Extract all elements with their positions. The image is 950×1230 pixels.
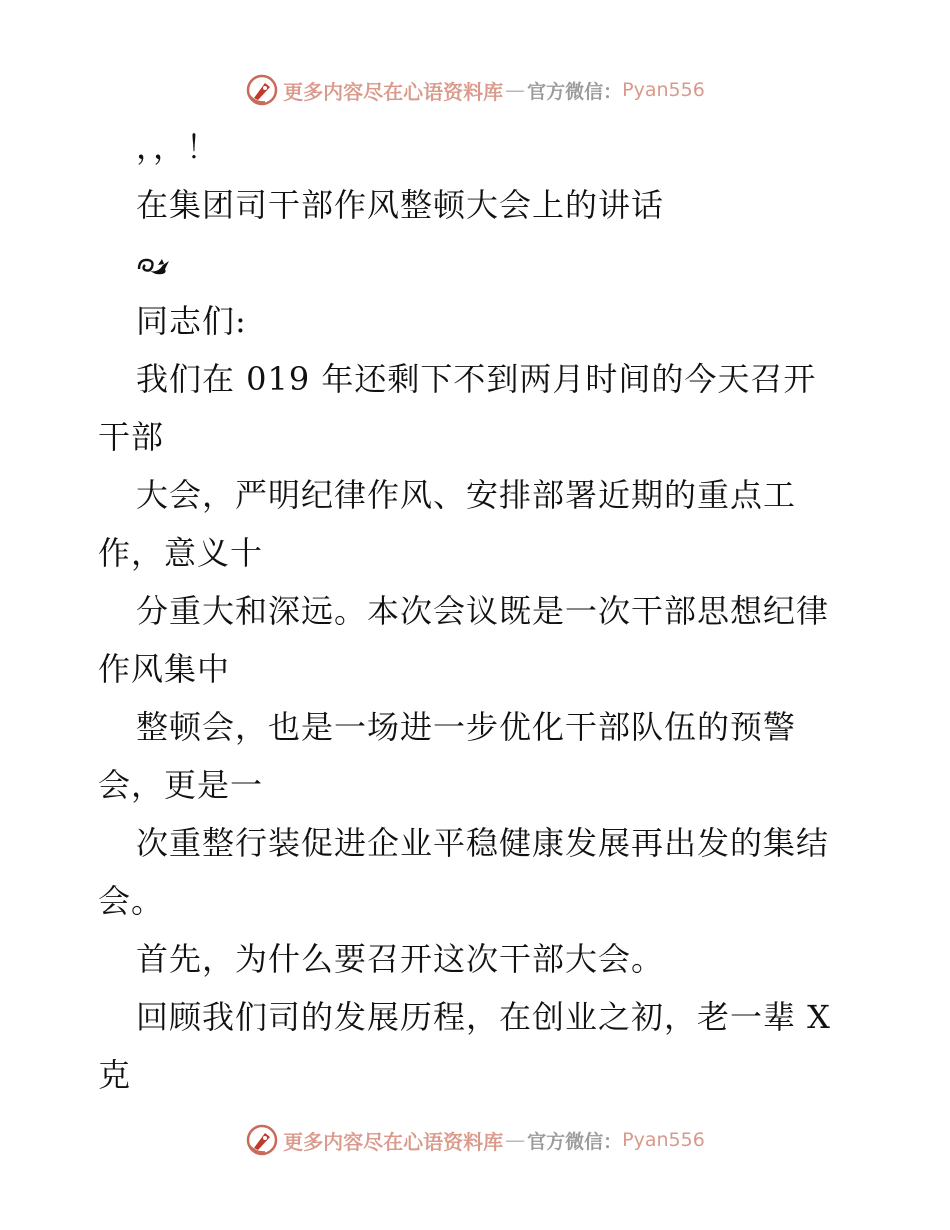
paragraph-lines xyxy=(98,350,858,1104)
text-line: 回顾我们司的发展历程，在创业之初，老一辈 X xyxy=(136,998,831,1036)
watermark-site-text: 更多内容尽在心语资料库 xyxy=(283,1129,504,1154)
text-line: 干部 xyxy=(98,418,165,456)
fleuron-ornament-icon xyxy=(136,251,172,281)
text-line: 会。 xyxy=(98,882,165,920)
punctuation-line: ，，！ xyxy=(136,128,220,166)
watermark-wechat-label: 官方微信： xyxy=(527,1130,623,1153)
text-line: 作，意义十 xyxy=(98,534,264,572)
text-line: 首先，为什么要召开这次干部大会。 xyxy=(136,940,665,978)
header-watermark xyxy=(0,70,950,110)
watermark-wechat-id: Pyan556 xyxy=(622,79,705,101)
watermark-dash: — xyxy=(505,78,526,102)
document-body xyxy=(98,118,858,1104)
greeting: 同志们: xyxy=(136,302,247,340)
text-line: 整顿会，也是一场进一步优化干部队伍的预警 xyxy=(136,708,797,746)
text-line: 我们在 019 年还剩下不到两月时间的今天召开 xyxy=(136,360,817,398)
text-line: 克 xyxy=(98,1056,132,1094)
document-title: 在集团司干部作风整顿大会上的讲话 xyxy=(136,186,665,224)
pen-nib-logo-icon xyxy=(245,1123,279,1157)
text-line: 次重整行装促进企业平稳健康发展再出发的集结 xyxy=(136,824,830,862)
watermark-dash: — xyxy=(505,1128,526,1152)
watermark-wechat-id: Pyan556 xyxy=(622,1129,705,1151)
watermark-wechat-label: 官方微信： xyxy=(527,80,623,103)
text-line: 作风集中 xyxy=(98,650,231,688)
pen-nib-logo-icon xyxy=(245,73,279,107)
ornament-line xyxy=(98,234,858,292)
watermark-site-text: 更多内容尽在心语资料库 xyxy=(283,79,504,104)
text-line: 分重大和深远。本次会议既是一次干部思想纪律 xyxy=(136,592,830,630)
footer-watermark xyxy=(0,1120,950,1160)
text-line: 大会，严明纪律作风、安排部署近期的重点工 xyxy=(136,476,797,514)
text-line: 会，更是一 xyxy=(98,766,264,804)
